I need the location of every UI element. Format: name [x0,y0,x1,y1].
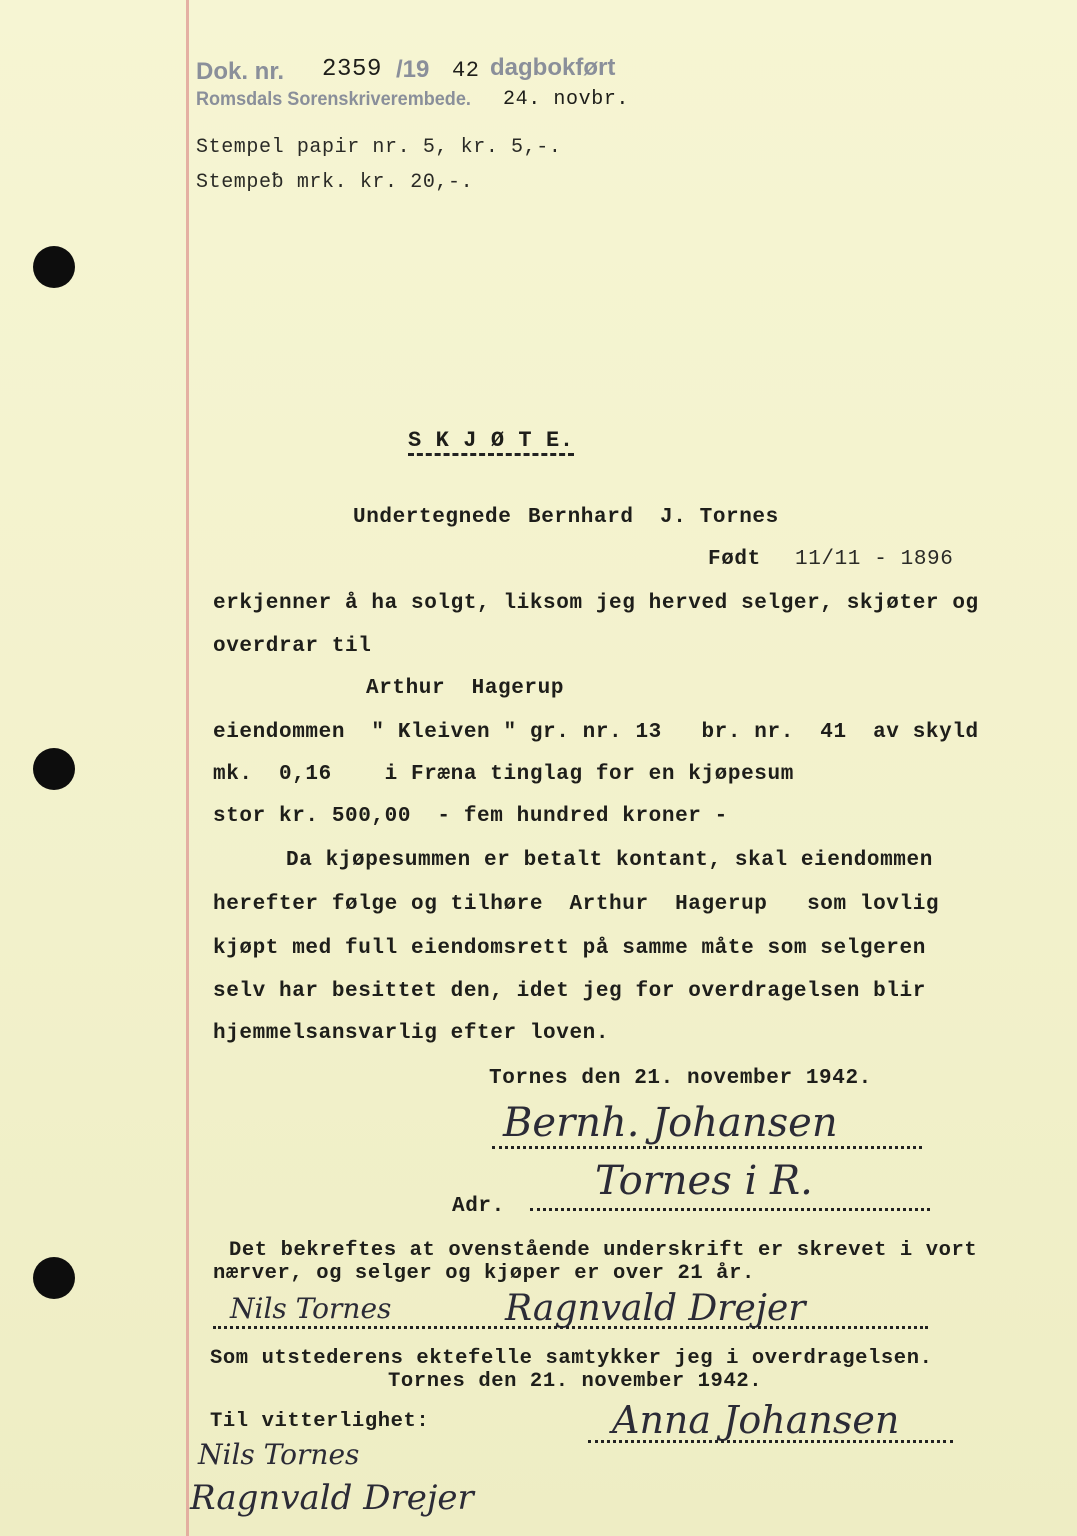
body-line: Da kjøpesummen er betalt kontant, skal eiendommen [286,849,933,872]
stamp-mark-line: Stempeƀ mrk. kr. 20,-. [196,171,474,194]
attest-witness2: Ragnvald Drejer [190,1478,474,1518]
address-handwritten: Tornes i R. [595,1158,813,1204]
born-date: 11/11 - 1896 [795,548,954,571]
address-line [530,1208,930,1211]
document-title: S K J Ø T E. [408,428,574,453]
witness-line [213,1326,928,1329]
year-prefix: /19 [396,56,430,83]
spouse-signature: Anna Johansen [612,1398,900,1442]
margin-rule [186,0,189,1536]
body-line: stor kr. 500,00 - fem hundred kroner - [213,805,728,828]
doc-number: 2359 [322,56,383,83]
punch-hole [33,246,75,288]
spouse-consent: Som utstederens ektefelle samtykker jeg i overdragelsen. [210,1347,933,1370]
body-line: overdrar til [213,635,372,658]
body-line: mk. 0,16 i Fræna tinglag for en kjøpesum [213,763,794,786]
punch-hole [33,1257,75,1299]
spouse-signature-line [588,1440,953,1443]
body-line: selv har besittet den, idet jeg for overdragelsen blir [213,980,926,1003]
stamp-suffix: dagbokført [490,54,616,81]
title-underline [408,453,574,456]
born-label: Født [708,548,761,571]
body-line: eiendommen " Kleiven " gr. nr. 13 br. nr. 41 av skyld [213,721,979,744]
attest-witness1: Nils Tornes [198,1438,360,1471]
body-line: herefter følge og tilhøre Arthur Hagerup som lovlig [213,893,940,916]
buyer-name: Arthur Hagerup [366,677,565,700]
witness2-signature: Ragnvald Drejer [505,1288,806,1329]
witness1-signature: Nils Tornes [230,1292,392,1325]
signature-line [492,1146,922,1149]
seller-name: Bernhard J. Tornes [528,506,779,529]
seller-signature: Bernh. Johansen [503,1100,838,1146]
body-line: erkjenner å ha solgt, liksom jeg herved selger, skjøter og [213,592,979,615]
witness-statement: Det bekreftes at ovenstående underskrift er skrevet i vort [229,1239,978,1262]
witness-statement: nærver, og selger og kjøper er over 21 år. [213,1262,755,1285]
stamp-paper-line: Stempel papir nr. 5, kr. 5,-. [196,136,562,159]
punch-hole [33,748,75,790]
body-line: kjøpt med full eiendomsrett på samme måte som selgeren [213,937,926,960]
stamp-date: 24. novbr. [503,88,630,111]
attest-label: Til vitterlighet: [210,1410,430,1433]
place-date: Tornes den 21. november 1942. [489,1067,872,1090]
doc-stamp-prefix: Dok. nr. [196,58,285,85]
court-office: Romsdals Sorenskriverembede. [196,89,471,110]
body-line: hjemmelsansvarlig efter loven. [213,1022,610,1045]
address-label: Adr. [452,1195,505,1218]
undersigned-label: Undertegnede [353,506,512,529]
spouse-place-date: Tornes den 21. november 1942. [388,1370,763,1393]
doc-year: 42 [452,58,480,83]
